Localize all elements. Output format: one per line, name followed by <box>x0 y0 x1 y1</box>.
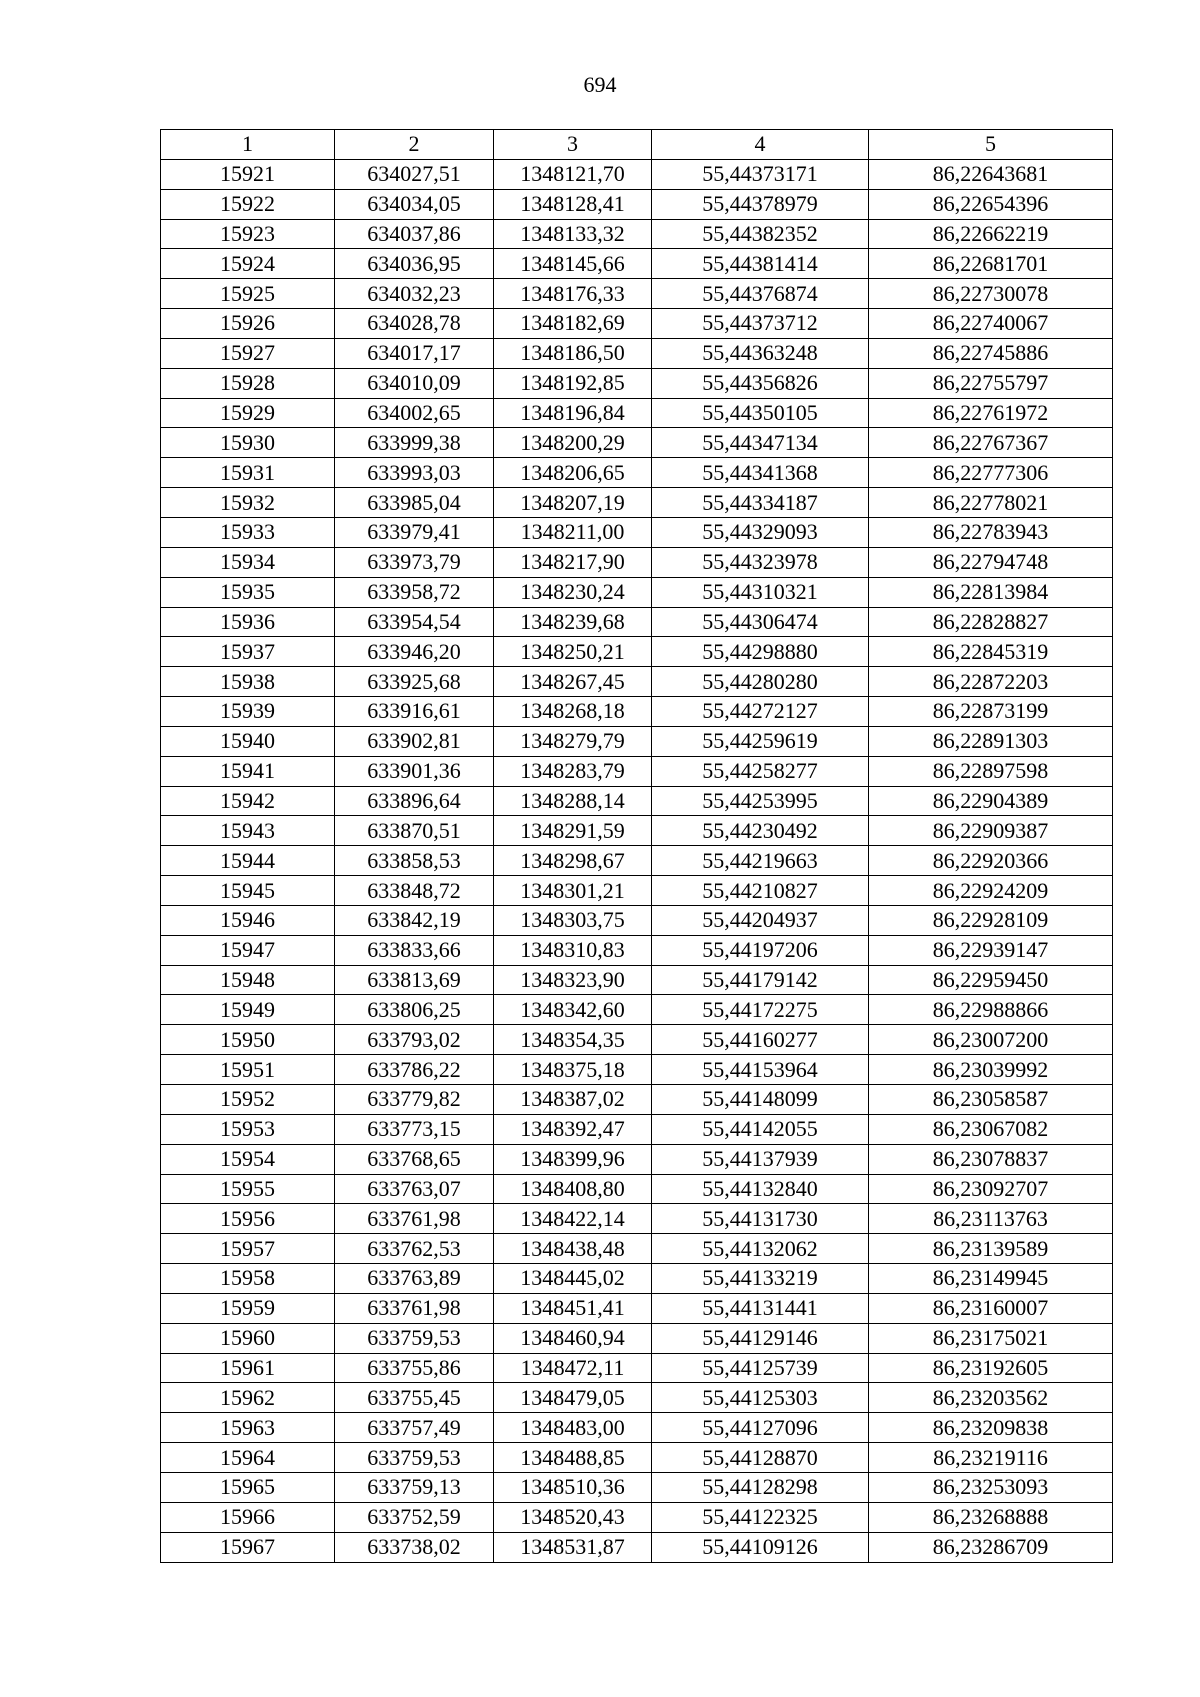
latitude-cell: 55,44382352 <box>652 219 869 249</box>
y-coordinate-cell: 1348279,79 <box>494 726 652 756</box>
y-coordinate-cell: 1348267,45 <box>494 667 652 697</box>
table-body <box>161 159 1113 1562</box>
latitude-cell: 55,44128870 <box>652 1443 869 1473</box>
y-coordinate-cell: 1348145,66 <box>494 249 652 279</box>
table-row <box>161 1383 1113 1413</box>
y-coordinate-cell: 1348510,36 <box>494 1472 652 1502</box>
coordinates-table <box>160 129 1113 1563</box>
latitude-cell: 55,44148099 <box>652 1085 869 1115</box>
table-row <box>161 995 1113 1025</box>
y-coordinate-cell: 1348310,83 <box>494 935 652 965</box>
point-number-cell: 15948 <box>161 965 335 995</box>
latitude-cell: 55,44376874 <box>652 279 869 309</box>
latitude-cell: 55,44356826 <box>652 368 869 398</box>
y-coordinate-cell: 1348460,94 <box>494 1323 652 1353</box>
point-number-cell: 15932 <box>161 488 335 518</box>
latitude-cell: 55,44363248 <box>652 338 869 368</box>
table-row <box>161 1502 1113 1532</box>
longitude-cell: 86,22873199 <box>869 697 1113 727</box>
x-coordinate-cell: 633833,66 <box>335 935 494 965</box>
x-coordinate-cell: 634002,65 <box>335 398 494 428</box>
y-coordinate-cell: 1348342,60 <box>494 995 652 1025</box>
y-coordinate-cell: 1348128,41 <box>494 189 652 219</box>
longitude-cell: 86,23067082 <box>869 1114 1113 1144</box>
y-coordinate-cell: 1348479,05 <box>494 1383 652 1413</box>
table-row <box>161 876 1113 906</box>
x-coordinate-cell: 633759,53 <box>335 1443 494 1473</box>
table-row <box>161 249 1113 279</box>
y-coordinate-cell: 1348303,75 <box>494 905 652 935</box>
point-number-cell: 15934 <box>161 547 335 577</box>
latitude-cell: 55,44132840 <box>652 1174 869 1204</box>
table-row <box>161 905 1113 935</box>
latitude-cell: 55,44329093 <box>652 517 869 547</box>
point-number-cell: 15956 <box>161 1204 335 1234</box>
longitude-cell: 86,22872203 <box>869 667 1113 697</box>
longitude-cell: 86,22778021 <box>869 488 1113 518</box>
point-number-cell: 15931 <box>161 458 335 488</box>
latitude-cell: 55,44125303 <box>652 1383 869 1413</box>
y-coordinate-cell: 1348451,41 <box>494 1293 652 1323</box>
y-coordinate-cell: 1348239,68 <box>494 607 652 637</box>
point-number-cell: 15924 <box>161 249 335 279</box>
point-number-cell: 15930 <box>161 428 335 458</box>
x-coordinate-cell: 634017,17 <box>335 338 494 368</box>
table-row <box>161 219 1113 249</box>
x-coordinate-cell: 633768,65 <box>335 1144 494 1174</box>
point-number-cell: 15928 <box>161 368 335 398</box>
x-coordinate-cell: 633762,53 <box>335 1234 494 1264</box>
latitude-cell: 55,44219663 <box>652 846 869 876</box>
latitude-cell: 55,44131441 <box>652 1293 869 1323</box>
latitude-cell: 55,44272127 <box>652 697 869 727</box>
y-coordinate-cell: 1348192,85 <box>494 368 652 398</box>
longitude-cell: 86,22755797 <box>869 368 1113 398</box>
longitude-cell: 86,23149945 <box>869 1264 1113 1294</box>
point-number-cell: 15953 <box>161 1114 335 1144</box>
y-coordinate-cell: 1348250,21 <box>494 637 652 667</box>
longitude-cell: 86,22988866 <box>869 995 1113 1025</box>
point-number-cell: 15959 <box>161 1293 335 1323</box>
table-row <box>161 1264 1113 1294</box>
point-number-cell: 15955 <box>161 1174 335 1204</box>
latitude-cell: 55,44210827 <box>652 876 869 906</box>
longitude-cell: 86,22745886 <box>869 338 1113 368</box>
table-row <box>161 756 1113 786</box>
y-coordinate-cell: 1348531,87 <box>494 1532 652 1562</box>
table-row <box>161 338 1113 368</box>
y-coordinate-cell: 1348392,47 <box>494 1114 652 1144</box>
point-number-cell: 15949 <box>161 995 335 1025</box>
table-row <box>161 1174 1113 1204</box>
point-number-cell: 15954 <box>161 1144 335 1174</box>
longitude-cell: 86,22730078 <box>869 279 1113 309</box>
longitude-cell: 86,22904389 <box>869 786 1113 816</box>
table-row <box>161 517 1113 547</box>
longitude-cell: 86,22939147 <box>869 935 1113 965</box>
table-row <box>161 1323 1113 1353</box>
latitude-cell: 55,44334187 <box>652 488 869 518</box>
x-coordinate-cell: 633759,13 <box>335 1472 494 1502</box>
column-header: 3 <box>494 130 652 160</box>
latitude-cell: 55,44306474 <box>652 607 869 637</box>
longitude-cell: 86,22959450 <box>869 965 1113 995</box>
longitude-cell: 86,22813984 <box>869 577 1113 607</box>
y-coordinate-cell: 1348207,19 <box>494 488 652 518</box>
point-number-cell: 15933 <box>161 517 335 547</box>
longitude-cell: 86,22662219 <box>869 219 1113 249</box>
y-coordinate-cell: 1348217,90 <box>494 547 652 577</box>
y-coordinate-cell: 1348399,96 <box>494 1144 652 1174</box>
table-row <box>161 1532 1113 1562</box>
table-row <box>161 667 1113 697</box>
table-row <box>161 1055 1113 1085</box>
y-coordinate-cell: 1348301,21 <box>494 876 652 906</box>
y-coordinate-cell: 1348288,14 <box>494 786 652 816</box>
latitude-cell: 55,44350105 <box>652 398 869 428</box>
latitude-cell: 55,44128298 <box>652 1472 869 1502</box>
point-number-cell: 15935 <box>161 577 335 607</box>
point-number-cell: 15945 <box>161 876 335 906</box>
longitude-cell: 86,22681701 <box>869 249 1113 279</box>
x-coordinate-cell: 633979,41 <box>335 517 494 547</box>
table-row <box>161 279 1113 309</box>
x-coordinate-cell: 633993,03 <box>335 458 494 488</box>
longitude-cell: 86,23286709 <box>869 1532 1113 1562</box>
longitude-cell: 86,23203562 <box>869 1383 1113 1413</box>
point-number-cell: 15937 <box>161 637 335 667</box>
table-row <box>161 965 1113 995</box>
latitude-cell: 55,44109126 <box>652 1532 869 1562</box>
point-number-cell: 15921 <box>161 159 335 189</box>
table-row <box>161 1472 1113 1502</box>
latitude-cell: 55,44323978 <box>652 547 869 577</box>
table-row <box>161 846 1113 876</box>
table-row <box>161 726 1113 756</box>
x-coordinate-cell: 633813,69 <box>335 965 494 995</box>
longitude-cell: 86,23209838 <box>869 1413 1113 1443</box>
longitude-cell: 86,23253093 <box>869 1472 1113 1502</box>
x-coordinate-cell: 633946,20 <box>335 637 494 667</box>
point-number-cell: 15927 <box>161 338 335 368</box>
latitude-cell: 55,44125739 <box>652 1353 869 1383</box>
longitude-cell: 86,22761972 <box>869 398 1113 428</box>
x-coordinate-cell: 633901,36 <box>335 756 494 786</box>
point-number-cell: 15950 <box>161 1025 335 1055</box>
y-coordinate-cell: 1348354,35 <box>494 1025 652 1055</box>
table-row <box>161 1114 1113 1144</box>
x-coordinate-cell: 633973,79 <box>335 547 494 577</box>
x-coordinate-cell: 633793,02 <box>335 1025 494 1055</box>
point-number-cell: 15951 <box>161 1055 335 1085</box>
longitude-cell: 86,23058587 <box>869 1085 1113 1115</box>
column-header: 2 <box>335 130 494 160</box>
y-coordinate-cell: 1348196,84 <box>494 398 652 428</box>
latitude-cell: 55,44280280 <box>652 667 869 697</box>
table-row <box>161 935 1113 965</box>
table-row <box>161 1443 1113 1473</box>
point-number-cell: 15957 <box>161 1234 335 1264</box>
point-number-cell: 15938 <box>161 667 335 697</box>
x-coordinate-cell: 633806,25 <box>335 995 494 1025</box>
latitude-cell: 55,44127096 <box>652 1413 869 1443</box>
latitude-cell: 55,44122325 <box>652 1502 869 1532</box>
x-coordinate-cell: 633870,51 <box>335 816 494 846</box>
longitude-cell: 86,22897598 <box>869 756 1113 786</box>
x-coordinate-cell: 634010,09 <box>335 368 494 398</box>
x-coordinate-cell: 633954,54 <box>335 607 494 637</box>
latitude-cell: 55,44142055 <box>652 1114 869 1144</box>
point-number-cell: 15936 <box>161 607 335 637</box>
latitude-cell: 55,44131730 <box>652 1204 869 1234</box>
point-number-cell: 15943 <box>161 816 335 846</box>
point-number-cell: 15952 <box>161 1085 335 1115</box>
y-coordinate-cell: 1348323,90 <box>494 965 652 995</box>
x-coordinate-cell: 633759,53 <box>335 1323 494 1353</box>
longitude-cell: 86,22740067 <box>869 309 1113 339</box>
x-coordinate-cell: 634034,05 <box>335 189 494 219</box>
y-coordinate-cell: 1348438,48 <box>494 1234 652 1264</box>
point-number-cell: 15946 <box>161 905 335 935</box>
point-number-cell: 15966 <box>161 1502 335 1532</box>
y-coordinate-cell: 1348387,02 <box>494 1085 652 1115</box>
longitude-cell: 86,22777306 <box>869 458 1113 488</box>
latitude-cell: 55,44172275 <box>652 995 869 1025</box>
x-coordinate-cell: 633958,72 <box>335 577 494 607</box>
table-row <box>161 428 1113 458</box>
longitude-cell: 86,23192605 <box>869 1353 1113 1383</box>
table-header-row <box>161 130 1113 160</box>
point-number-cell: 15940 <box>161 726 335 756</box>
point-number-cell: 15922 <box>161 189 335 219</box>
y-coordinate-cell: 1348483,00 <box>494 1413 652 1443</box>
table-row <box>161 368 1113 398</box>
longitude-cell: 86,23219116 <box>869 1443 1113 1473</box>
latitude-cell: 55,44310321 <box>652 577 869 607</box>
y-coordinate-cell: 1348375,18 <box>494 1055 652 1085</box>
point-number-cell: 15941 <box>161 756 335 786</box>
latitude-cell: 55,44298880 <box>652 637 869 667</box>
latitude-cell: 55,44160277 <box>652 1025 869 1055</box>
latitude-cell: 55,44381414 <box>652 249 869 279</box>
latitude-cell: 55,44133219 <box>652 1264 869 1294</box>
point-number-cell: 15962 <box>161 1383 335 1413</box>
latitude-cell: 55,44253995 <box>652 786 869 816</box>
table-row <box>161 159 1113 189</box>
table-row <box>161 1413 1113 1443</box>
longitude-cell: 86,23007200 <box>869 1025 1113 1055</box>
x-coordinate-cell: 633842,19 <box>335 905 494 935</box>
point-number-cell: 15929 <box>161 398 335 428</box>
y-coordinate-cell: 1348488,85 <box>494 1443 652 1473</box>
point-number-cell: 15939 <box>161 697 335 727</box>
y-coordinate-cell: 1348291,59 <box>494 816 652 846</box>
x-coordinate-cell: 633999,38 <box>335 428 494 458</box>
table-row <box>161 547 1113 577</box>
latitude-cell: 55,44378979 <box>652 189 869 219</box>
column-header: 1 <box>161 130 335 160</box>
x-coordinate-cell: 633757,49 <box>335 1413 494 1443</box>
table-row <box>161 488 1113 518</box>
y-coordinate-cell: 1348445,02 <box>494 1264 652 1294</box>
table-row <box>161 607 1113 637</box>
x-coordinate-cell: 633755,45 <box>335 1383 494 1413</box>
table-row <box>161 637 1113 667</box>
latitude-cell: 55,44179142 <box>652 965 869 995</box>
y-coordinate-cell: 1348283,79 <box>494 756 652 786</box>
table-row <box>161 458 1113 488</box>
table-row <box>161 1025 1113 1055</box>
table-row <box>161 816 1113 846</box>
longitude-cell: 86,22928109 <box>869 905 1113 935</box>
y-coordinate-cell: 1348472,11 <box>494 1353 652 1383</box>
y-coordinate-cell: 1348230,24 <box>494 577 652 607</box>
longitude-cell: 86,22909387 <box>869 816 1113 846</box>
longitude-cell: 86,22654396 <box>869 189 1113 219</box>
longitude-cell: 86,22783943 <box>869 517 1113 547</box>
y-coordinate-cell: 1348408,80 <box>494 1174 652 1204</box>
table-row <box>161 189 1113 219</box>
longitude-cell: 86,22643681 <box>869 159 1113 189</box>
x-coordinate-cell: 633763,07 <box>335 1174 494 1204</box>
y-coordinate-cell: 1348121,70 <box>494 159 652 189</box>
table-row <box>161 1234 1113 1264</box>
x-coordinate-cell: 633896,64 <box>335 786 494 816</box>
longitude-cell: 86,23175021 <box>869 1323 1113 1353</box>
latitude-cell: 55,44258277 <box>652 756 869 786</box>
column-header: 5 <box>869 130 1113 160</box>
point-number-cell: 15944 <box>161 846 335 876</box>
x-coordinate-cell: 634032,23 <box>335 279 494 309</box>
longitude-cell: 86,23113763 <box>869 1204 1113 1234</box>
y-coordinate-cell: 1348200,29 <box>494 428 652 458</box>
longitude-cell: 86,23268888 <box>869 1502 1113 1532</box>
y-coordinate-cell: 1348211,00 <box>494 517 652 547</box>
latitude-cell: 55,44153964 <box>652 1055 869 1085</box>
point-number-cell: 15963 <box>161 1413 335 1443</box>
x-coordinate-cell: 633985,04 <box>335 488 494 518</box>
point-number-cell: 15964 <box>161 1443 335 1473</box>
x-coordinate-cell: 633755,86 <box>335 1353 494 1383</box>
x-coordinate-cell: 633752,59 <box>335 1502 494 1532</box>
x-coordinate-cell: 633763,89 <box>335 1264 494 1294</box>
longitude-cell: 86,22845319 <box>869 637 1113 667</box>
point-number-cell: 15947 <box>161 935 335 965</box>
point-number-cell: 15958 <box>161 1264 335 1294</box>
table-row <box>161 309 1113 339</box>
latitude-cell: 55,44230492 <box>652 816 869 846</box>
latitude-cell: 55,44341368 <box>652 458 869 488</box>
point-number-cell: 15960 <box>161 1323 335 1353</box>
y-coordinate-cell: 1348206,65 <box>494 458 652 488</box>
latitude-cell: 55,44197206 <box>652 935 869 965</box>
longitude-cell: 86,22828827 <box>869 607 1113 637</box>
y-coordinate-cell: 1348133,32 <box>494 219 652 249</box>
latitude-cell: 55,44204937 <box>652 905 869 935</box>
point-number-cell: 15925 <box>161 279 335 309</box>
latitude-cell: 55,44373171 <box>652 159 869 189</box>
longitude-cell: 86,22924209 <box>869 876 1113 906</box>
latitude-cell: 55,44137939 <box>652 1144 869 1174</box>
latitude-cell: 55,44129146 <box>652 1323 869 1353</box>
point-number-cell: 15967 <box>161 1532 335 1562</box>
x-coordinate-cell: 634028,78 <box>335 309 494 339</box>
column-header: 4 <box>652 130 869 160</box>
x-coordinate-cell: 633848,72 <box>335 876 494 906</box>
longitude-cell: 86,23139589 <box>869 1234 1113 1264</box>
y-coordinate-cell: 1348182,69 <box>494 309 652 339</box>
latitude-cell: 55,44259619 <box>652 726 869 756</box>
x-coordinate-cell: 633925,68 <box>335 667 494 697</box>
longitude-cell: 86,23092707 <box>869 1174 1113 1204</box>
x-coordinate-cell: 634037,86 <box>335 219 494 249</box>
table-row <box>161 1293 1113 1323</box>
y-coordinate-cell: 1348186,50 <box>494 338 652 368</box>
x-coordinate-cell: 633858,53 <box>335 846 494 876</box>
table-row <box>161 1204 1113 1234</box>
x-coordinate-cell: 634027,51 <box>335 159 494 189</box>
table-row <box>161 398 1113 428</box>
x-coordinate-cell: 633773,15 <box>335 1114 494 1144</box>
y-coordinate-cell: 1348268,18 <box>494 697 652 727</box>
point-number-cell: 15926 <box>161 309 335 339</box>
point-number-cell: 15965 <box>161 1472 335 1502</box>
table-row <box>161 786 1113 816</box>
x-coordinate-cell: 633761,98 <box>335 1204 494 1234</box>
longitude-cell: 86,22891303 <box>869 726 1113 756</box>
longitude-cell: 86,22920366 <box>869 846 1113 876</box>
x-coordinate-cell: 633786,22 <box>335 1055 494 1085</box>
latitude-cell: 55,44373712 <box>652 309 869 339</box>
x-coordinate-cell: 633779,82 <box>335 1085 494 1115</box>
point-number-cell: 15961 <box>161 1353 335 1383</box>
table-row <box>161 1085 1113 1115</box>
point-number-cell: 15942 <box>161 786 335 816</box>
x-coordinate-cell: 633761,98 <box>335 1293 494 1323</box>
table-row <box>161 577 1113 607</box>
longitude-cell: 86,23078837 <box>869 1144 1113 1174</box>
y-coordinate-cell: 1348176,33 <box>494 279 652 309</box>
longitude-cell: 86,22794748 <box>869 547 1113 577</box>
y-coordinate-cell: 1348422,14 <box>494 1204 652 1234</box>
table-row <box>161 1144 1113 1174</box>
longitude-cell: 86,22767367 <box>869 428 1113 458</box>
y-coordinate-cell: 1348520,43 <box>494 1502 652 1532</box>
latitude-cell: 55,44132062 <box>652 1234 869 1264</box>
longitude-cell: 86,23160007 <box>869 1293 1113 1323</box>
latitude-cell: 55,44347134 <box>652 428 869 458</box>
x-coordinate-cell: 634036,95 <box>335 249 494 279</box>
x-coordinate-cell: 633902,81 <box>335 726 494 756</box>
page-number: 694 <box>583 72 617 97</box>
table-row <box>161 697 1113 727</box>
table-row <box>161 1353 1113 1383</box>
point-number-cell: 15923 <box>161 219 335 249</box>
longitude-cell: 86,23039992 <box>869 1055 1113 1085</box>
x-coordinate-cell: 633738,02 <box>335 1532 494 1562</box>
x-coordinate-cell: 633916,61 <box>335 697 494 727</box>
y-coordinate-cell: 1348298,67 <box>494 846 652 876</box>
